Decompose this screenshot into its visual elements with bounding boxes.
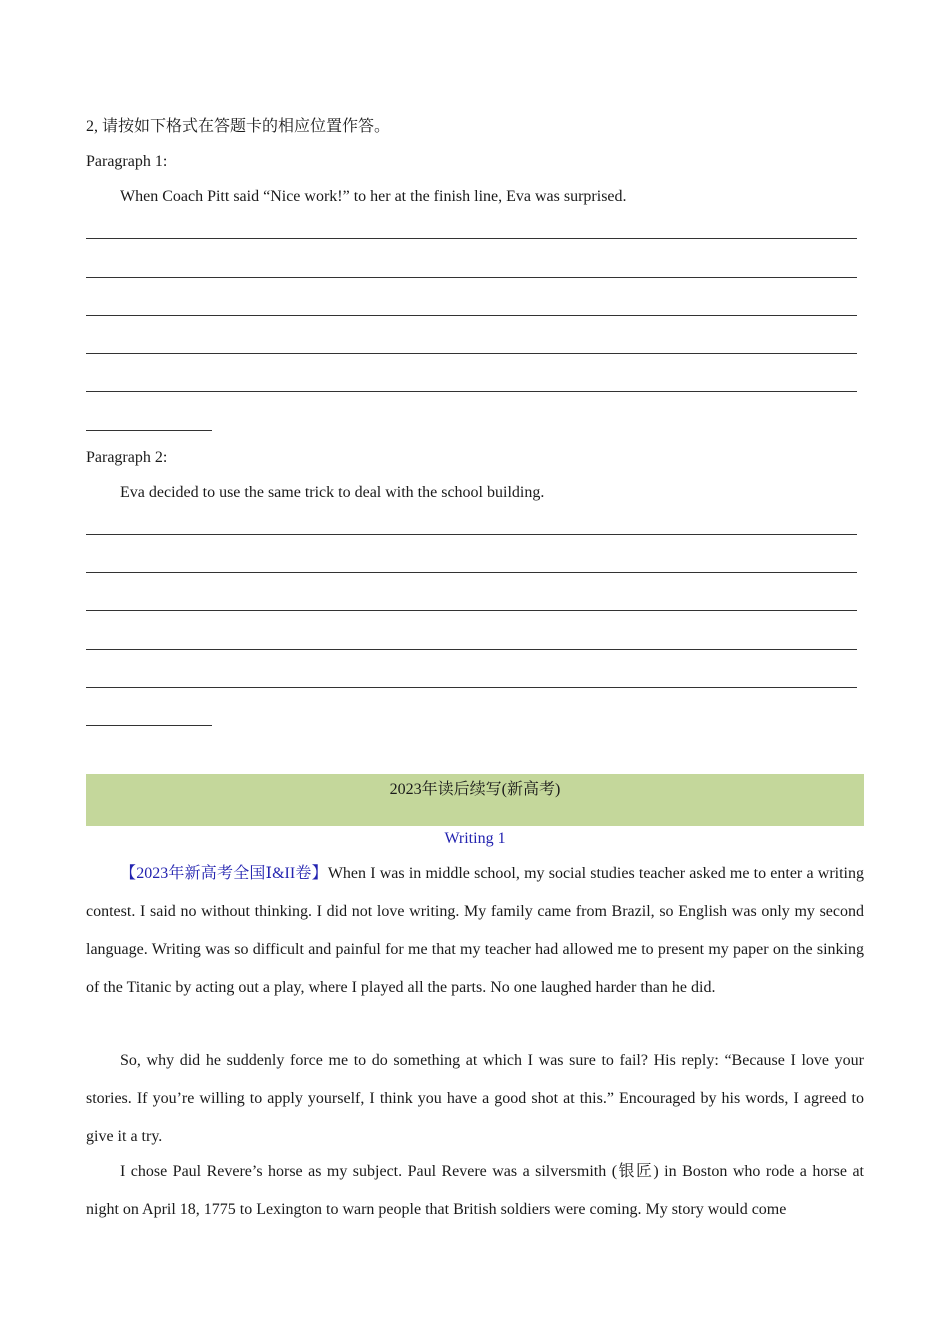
paragraph-1-opening: When Coach Pitt said “Nice work!” to her at the finish line, Eva was surprised.: [120, 188, 627, 205]
answer-line: [86, 315, 857, 316]
answer-line: [86, 572, 857, 573]
section-title: Writing 1: [444, 830, 506, 847]
answer-line: [86, 353, 857, 354]
paragraph-1-label: Paragraph 1:: [86, 153, 168, 170]
answer-line: [86, 649, 857, 650]
passage-paragraph-1: [86, 855, 864, 1007]
passage-paragraph-3: I chose Paul Revere’s horse as my subject. Paul Revere was a silversmith (银匠) in Boston who rode a horse at night on April 18, 1775 to Lexington to warn people that British soldiers were coming. My story would come: [86, 1163, 864, 1218]
answer-line: [86, 277, 857, 278]
answer-line-end: [86, 725, 212, 726]
answer-line: [86, 610, 857, 611]
answer-line: [86, 391, 857, 392]
answer-line: [86, 534, 857, 535]
instruction-text: 2, 请按如下格式在答题卡的相应位置作答。: [86, 118, 391, 135]
answer-line: [86, 687, 857, 688]
paragraph-2-opening: Eva decided to use the same trick to deal with the school building.: [120, 484, 545, 501]
passage-paragraph-1-text: When I was in middle school, my social studies teacher asked me to enter a writing contest. I said no without thinking. I did not love writing. My family came from Brazil, so English was only my second language. Writing was so difficult and painful for me that my teacher had allowed me to present my paper on the sinking of the Titanic by acting out a play, where I played all the parts. No one laughed harder than he did.: [86, 865, 864, 996]
passage-paragraph-2: So, why did he suddenly force me to do something at which I was sure to fail? His reply: “Because I love your stories. If you’re willing to apply yourself, I think you have a good shot at this.” Encouraged by his words, I agreed to give it a try.: [86, 1052, 864, 1145]
section-banner: [86, 774, 864, 826]
banner-title: 2023年读后续写(新高考): [389, 781, 561, 798]
paragraph-2-label: Paragraph 2:: [86, 449, 168, 466]
source-tag: 【2023年新高考全国Ⅰ&II卷】: [120, 865, 328, 882]
answer-line-end: [86, 430, 212, 431]
answer-line: [86, 238, 857, 239]
